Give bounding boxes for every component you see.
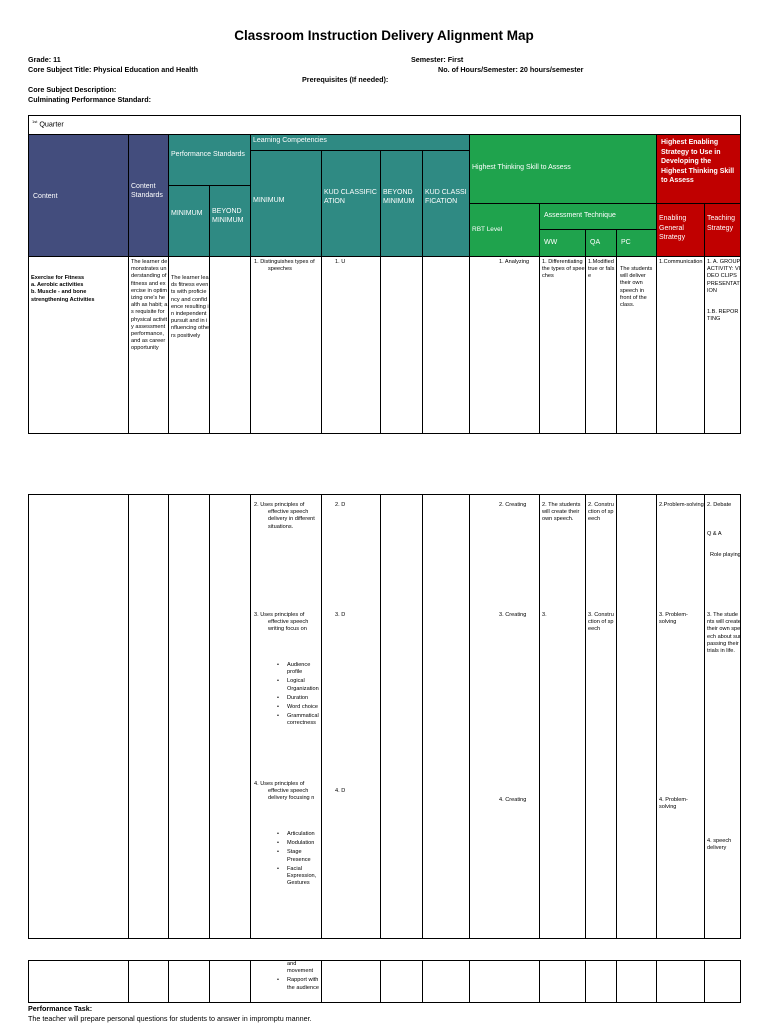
row2-enabling-3: 3. Problem-solving: [659, 612, 688, 626]
row1-teaching: 1. A. GROUP ACTIVITY: VIDEO CLIPS PRESENTATION 1.B. REPORTING: [707, 259, 741, 323]
row1-enabling: 1.Communication: [659, 259, 703, 265]
row2-qa-3: 3. Construction of speech: [588, 612, 614, 633]
header-content-standards: Content Standards: [128, 134, 169, 257]
row1-performance-standard: The learner leads fitness events with proficiency and confidence resulting in independent pursuit and in influencing others positively: [171, 275, 209, 339]
row2-kud-3: 3. D: [335, 612, 346, 618]
row1-pc: The students will deliver their own speech in front of the class.: [620, 266, 653, 309]
row2-ww-2: 2. The students will create their own speech.: [542, 502, 581, 523]
row2-competency-2: 2. Uses principles of effective speech delivery in different situations.: [254, 502, 315, 530]
core-subject-description: Core Subject Description:: [28, 85, 117, 94]
row1-competency: 1. Distinguishes types of speeches: [254, 259, 315, 273]
header-assessment-technique: Assessment Technique: [539, 203, 657, 230]
header-lc-kud: KUD CLASSIFICATION: [321, 150, 381, 257]
header-lc-minimum: MINIMUM: [250, 150, 322, 257]
header-rbt-level: RBT Level: [469, 203, 540, 257]
row1-rbt: 1. Analyzing: [499, 259, 530, 265]
table-continued: [28, 494, 741, 939]
row1-ww: 1. Differentiating the types of speeches: [542, 259, 585, 280]
header-content: Content: [28, 134, 129, 257]
row2-enabling-4: 4. Problem-solving: [659, 797, 688, 811]
header-qa: QA: [585, 229, 617, 257]
row2-teaching-3: 3. The students will create their own speech about surpassing their trials in life.: [707, 612, 741, 655]
row2-ww-3: 3.: [542, 612, 547, 618]
prerequisites-label: Prerequisites (If needed):: [302, 75, 389, 84]
culminating-standard: Culminating Performance Standard:: [28, 95, 152, 104]
table-continued-2: [28, 960, 741, 1003]
row2-competency-3: 3. Uses principles of effective speech writing focus on: [254, 612, 309, 633]
row2-teaching-4: 4. speech delivery: [707, 838, 732, 852]
performance-task-text: The teacher will prepare personal questions for students to answer in impromptu manner.: [28, 1014, 312, 1023]
header-performance-standards: Performance Standards: [168, 134, 251, 186]
row2-rbt-4: 4. Creating: [499, 797, 527, 803]
header-highest-thinking: Highest Thinking Skill to Assess: [469, 134, 657, 204]
row2-competency-4: 4. Uses principles of effective speech delivery focusing n: [254, 781, 315, 802]
row2-teaching-2: 2. Debate Q & A Role playing: [707, 502, 741, 559]
page-title: Classroom Instruction Delivery Alignment Map: [234, 28, 534, 43]
row2-qa-2: 2. Construction of speech: [588, 502, 614, 523]
header-ww: WW: [539, 229, 586, 257]
header-teaching-strategy: Teaching Strategy: [704, 203, 741, 257]
header-enabling-general: Enabling General Strategy: [656, 203, 705, 257]
quarter-label: $^{1st}$ Quarter: [32, 119, 64, 129]
header-ps-beyond: BEYOND MINIMUM: [209, 185, 251, 257]
row2-kud-2: 2. D: [335, 502, 346, 508]
performance-task-label: Performance Task:: [28, 1004, 93, 1013]
row1-content: Exercise for Fitness a. Aerobic activities b. Muscle - and bone strengthening Activities: [31, 275, 95, 303]
row2-competency-4-bullets: • Articulation • Modulation • Stage Presence • Facial Expression, Gestures: [287, 831, 321, 887]
row1-qa: 1.Modified true or false: [588, 259, 615, 280]
row2-rbt-3: 3. Creating: [499, 612, 527, 618]
row1-content-standard: The learner demonstrates understanding of fitness and exercise in optimizing one's health as habit; as requisite for physical activity assessment performance, and as career opportunity: [131, 259, 168, 352]
row1-kud: 1. U: [335, 259, 346, 265]
header-pc: PC: [616, 229, 657, 257]
row2-competency-3-bullets: • Audience profile • Logical Organization • Duration • Word choice • Grammatical correctness: [287, 662, 321, 728]
row2-enabling-2: 2.Problem-solving: [659, 502, 704, 508]
header-ps-minimum: MINIMUM: [168, 185, 210, 257]
row3-competency: and movement • Rapport with the audience: [287, 961, 321, 992]
header-lc-beyond: BEYOND MINIMUM: [380, 150, 423, 257]
row2-rbt-2: 2. Creating: [499, 502, 527, 508]
core-subject-title: Core Subject Title: Physical Education and Health: [28, 65, 199, 74]
header-learning-competencies: Learning Competencies: [250, 134, 470, 151]
hours-label: No. of Hours/Semester: 20 hours/semester: [438, 65, 584, 74]
row2-kud-4: 4. D: [335, 788, 346, 794]
header-highest-enabling: Highest Enabling Strategy to Use in Developing the Highest Thinking Skill to Assess: [656, 134, 741, 204]
grade-label: Grade: 11: [28, 55, 61, 64]
header-lc-kud-2: KUD CLASSIFICATION: [422, 150, 470, 257]
semester-label: Semester: First: [411, 55, 464, 64]
